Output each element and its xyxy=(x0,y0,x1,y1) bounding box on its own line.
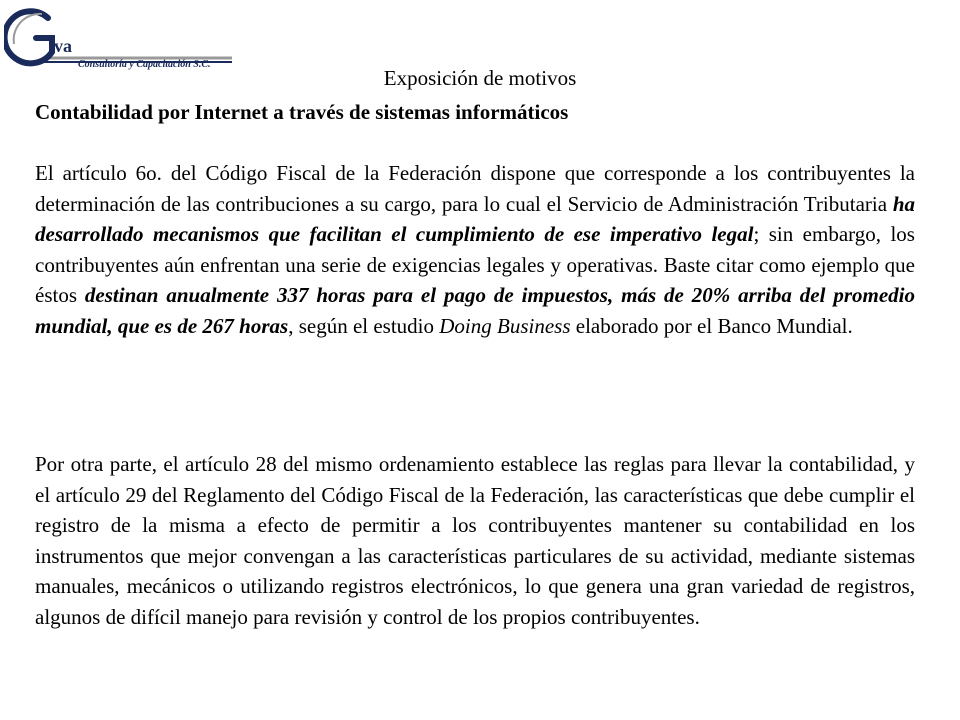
p1-text-2: ; sin embargo, los contribuyentes aún enfrentan una serie de exigencias legales y operativas. Baste citar como ejemplo que éstos xyxy=(35,222,915,308)
p1-text-4: elaborado por el Banco Mundial. xyxy=(570,313,853,338)
company-logo xyxy=(4,4,236,72)
page-title: Contabilidad por Internet a través de sistemas informáticos xyxy=(35,100,569,124)
logo-tagline: Consultoría y Capacitación S.C. xyxy=(78,59,211,70)
p1-bold-2: destinan anualmente 337 horas para el pago de impuestos, más de 20% arriba del promedio mundial, que es de 267 horas xyxy=(35,283,916,338)
paragraph-2: Por otra parte, el artículo 28 del mismo ordenamiento establece las reglas para llevar la contabilidad, y el artículo 29 del Reglamento del Código Fiscal de la Federación, las características que debe cumplir el registro de la misma a efecto de permitir a los contribuyentes mantener su contabilidad en los instrumentos que mejor convengan a las características particulares de su actividad, mediante sistemas manuales, mecánicos o utilizando registros electrónicos, lo que genera una gran variedad de registros, algunos de difícil manejo para revisión y control de los propios contribuyentes. xyxy=(35,452,915,629)
logo-initials-va: va xyxy=(54,36,72,56)
subtitle: Exposición de motivos xyxy=(383,66,577,90)
p1-italic-1: Doing Business xyxy=(439,313,571,338)
p1-text-1: El artículo 6o. del Código Fiscal de la Federación dispone que corresponde a los contribuyentes la determinación de las contribuciones a su cargo, para lo cual el Servicio de Administración Tributaria xyxy=(35,161,915,216)
p1-bold-1: ha desarrollado mecanismos que facilitan el cumplimiento de ese imperativo legal xyxy=(35,191,915,247)
p1-text-3: , según el estudio xyxy=(288,313,440,338)
paragraph-1 xyxy=(35,158,915,342)
